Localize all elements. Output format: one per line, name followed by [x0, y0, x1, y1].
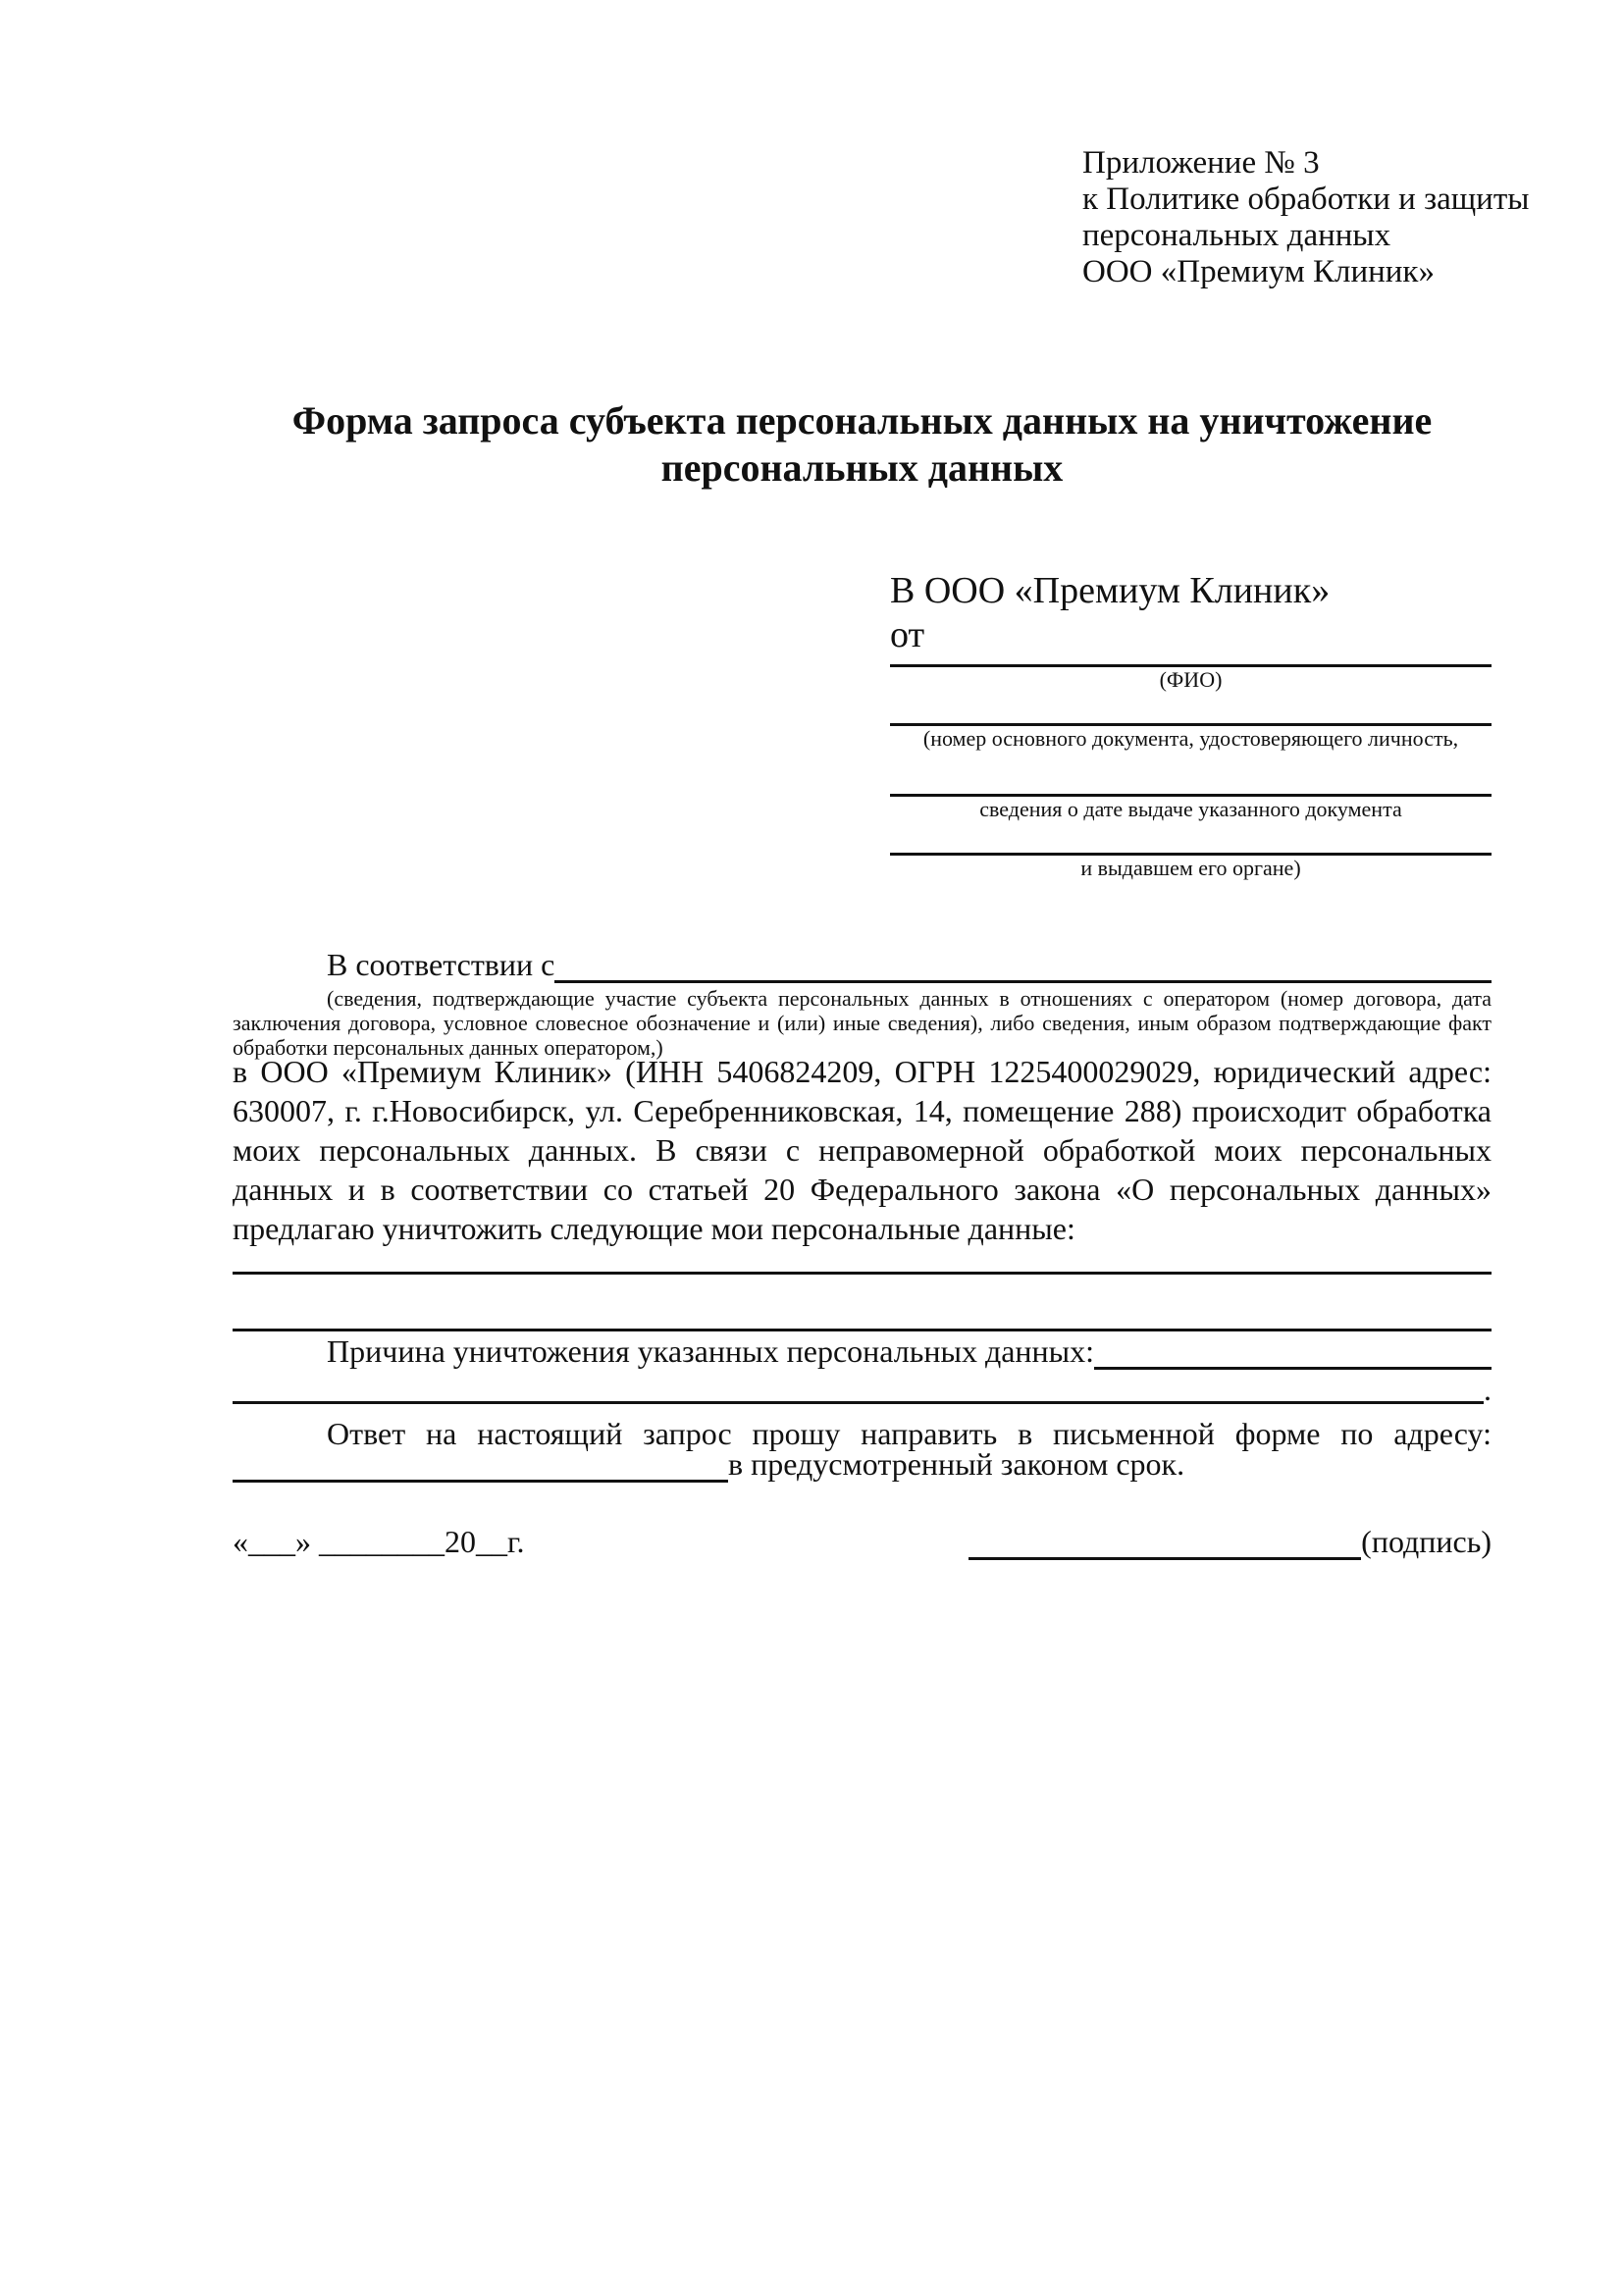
reply-paragraph: Ответ на настоящий запрос прошу направить в письменной форме по адресу:: [327, 1416, 1492, 1451]
addressee-from: от: [890, 614, 925, 655]
addressee-to: В ООО «Премиум Клиник»: [890, 570, 1331, 611]
signature-blank-line: [969, 1557, 1361, 1560]
signature-caption: (подпись): [1361, 1524, 1492, 1559]
reason-label: Причина уничтожения указанных персональных данных:: [327, 1333, 1095, 1369]
reason-row: [233, 1333, 1492, 1370]
document-number-caption: (номер основного документа, удостоверяющего личность,: [922, 726, 1459, 751]
appendix-note: [1082, 145, 1530, 290]
reason-blank-line: [1094, 1367, 1492, 1370]
appendix-note-line: Приложение № 3: [1082, 145, 1320, 181]
fineprint-note: (сведения, подтверждающие участие субъекта персональных данных в отношениях с оператором (номер договора, дата заключения договора, условное словесное обозначение и (или) иные сведения), либо сведения, иным образом подтверждающие факт обработки персональных данных оператором,): [233, 986, 1492, 1060]
date-signature-row: [233, 1524, 1492, 1560]
accordance-label: В соответствии с: [327, 947, 555, 982]
appendix-note-line: ООО «Премиум Клиник»: [1082, 254, 1435, 289]
reason-blank-line-2-rule: [233, 1401, 1484, 1404]
address-blank-line: [233, 1480, 728, 1483]
signature-group: [969, 1524, 1492, 1560]
personal-data-blank-line-1: [233, 1241, 1492, 1275]
term-row: [233, 1446, 1492, 1483]
appendix-note-line: персональных данных: [1082, 218, 1391, 253]
term-text: в предусмотренный законом срок.: [728, 1446, 1185, 1482]
reason-blank-line-2: [233, 1372, 1492, 1407]
accordance-row: [233, 947, 1492, 983]
fio-caption: (ФИО): [1159, 667, 1223, 692]
issuing-authority-blank-line: [890, 822, 1492, 856]
issue-date-blank-line: [890, 752, 1492, 797]
accordance-blank-line: [554, 980, 1492, 983]
addressee-block: [890, 569, 1492, 881]
main-paragraph: в ООО «Премиум Клиник» (ИНН 5406824209, ОГРН 1225400029029, юридический адрес: 630007, г. г.Новосибирск, ул. Серебренниковская, 14, помещение 288) происходит обработка моих персональных данных. В связи с неправомерной обработкой моих персональных данных и в соответствии со статьей 20 Федерального закона «О персональных данных» предлагаю уничтожить следующие мои персональные данные:: [233, 1054, 1492, 1246]
appendix-note-line: к Политике обработки и защиты: [1082, 182, 1530, 217]
document-title: Форма запроса субъекта персональных данных на уничтожение персональных данных: [291, 398, 1433, 490]
personal-data-blank-line-2: [233, 1298, 1492, 1331]
document-number-blank-line: [890, 693, 1492, 726]
date-blank: «___» ________20__г.: [233, 1524, 525, 1559]
fio-blank-line: [890, 657, 1492, 667]
issuing-authority-caption: и выдавшем его органе): [1080, 856, 1301, 880]
issue-date-caption: сведения о дате выдаче указанного документа: [979, 797, 1402, 821]
line-end-period: .: [1484, 1372, 1492, 1407]
